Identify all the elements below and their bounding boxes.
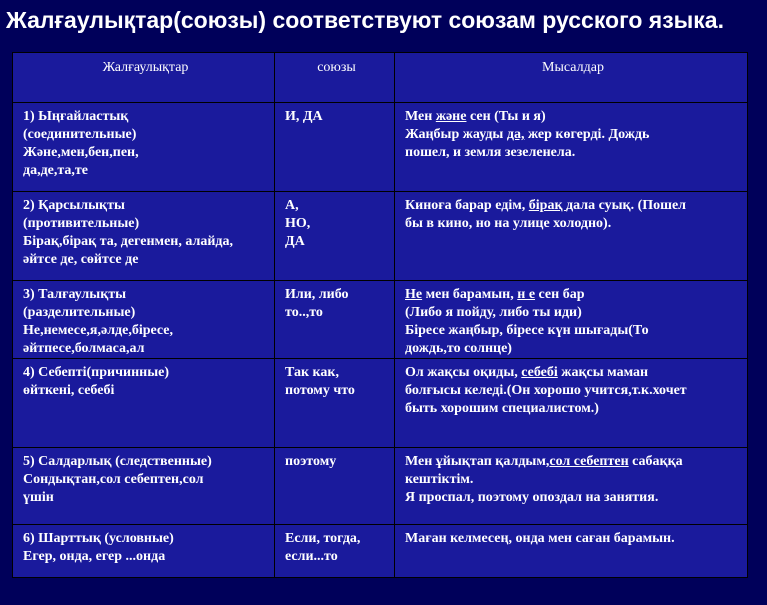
cell-example	[395, 192, 748, 281]
example-line	[405, 400, 741, 418]
page-title: Жалғаулықтар(союзы) соответствуют союзам русского языка.	[6, 7, 724, 33]
example-text: дала суық. (Пошел	[566, 198, 687, 213]
cell-russian-conjunction	[275, 192, 395, 281]
cell-line: Бірақ,бірақ та, дегенмен, алайда,	[23, 234, 233, 249]
table-body	[13, 103, 748, 578]
example-text: быть хорошим специалистом.)	[405, 401, 599, 416]
cell-line: әйтсе де, сөйтсе де	[23, 252, 139, 267]
example-text: пошел, и земля зезеленела.	[405, 145, 576, 160]
example-line	[405, 471, 741, 489]
example-text: мен барамын,	[422, 287, 518, 302]
example-text: Біресе жаңбыр, біресе күн шығады(То	[405, 323, 649, 338]
cell-conjunction-type	[13, 281, 275, 359]
cell-line: Сондықтан,сол себептен,сол	[23, 472, 204, 487]
underlined-conjunction: сол себептен	[549, 454, 629, 469]
example-line	[405, 126, 741, 144]
example-text: жер көгерді. Дождь	[524, 127, 650, 142]
example-text: Мен ұйықтап қалдым,	[405, 454, 550, 469]
example-text: Мен	[405, 109, 436, 124]
cell-line: өйткені, себебі	[23, 383, 115, 398]
cell-line: Если, тогда,	[285, 531, 361, 546]
cell-conjunction-type	[13, 448, 275, 525]
underlined-conjunction: Не	[405, 287, 423, 302]
table-row	[13, 281, 748, 359]
example-line	[405, 215, 741, 233]
cell-russian-conjunction	[275, 448, 395, 525]
cell-example	[395, 448, 748, 525]
cell-line: әйтпесе,болмаса,ал	[23, 341, 145, 356]
conjunctions-table	[12, 52, 748, 578]
cell-example	[395, 359, 748, 448]
cell-russian-conjunction	[275, 281, 395, 359]
header-type: Жалғаулықтар	[13, 53, 275, 103]
example-line	[405, 382, 741, 400]
example-line	[405, 304, 741, 322]
cell-line: Және,мен,бен,пен,	[23, 145, 139, 160]
cell-line: 6) Шарттық (условные)	[23, 531, 174, 546]
cell-line: да,де,та,те	[23, 163, 89, 178]
example-line	[405, 364, 741, 382]
cell-line: Не,немесе,я,әлде,біресе,	[23, 323, 174, 338]
example-line	[405, 340, 741, 358]
cell-line: 4) Себепті(причинные)	[23, 365, 170, 380]
cell-russian-conjunction	[275, 525, 395, 578]
cell-example	[395, 525, 748, 578]
example-line	[405, 489, 741, 507]
example-line	[405, 144, 741, 162]
cell-line: 2) Қарсылықты	[23, 198, 125, 213]
cell-line: (соединительные)	[23, 127, 137, 142]
example-text: сен (Ты и я)	[466, 109, 546, 124]
table-row	[13, 525, 748, 578]
table-row	[13, 192, 748, 281]
cell-line: потому что	[285, 383, 355, 398]
example-text: болғысы келеді.(Он хорошо учится,т.к.хочет	[405, 383, 687, 398]
cell-conjunction-type	[13, 525, 275, 578]
cell-line: НО,	[285, 216, 311, 231]
cell-line: 5) Салдарлық (следственные)	[23, 454, 212, 469]
example-text: жақсы маман	[557, 365, 649, 380]
table-row	[13, 103, 748, 192]
example-text: бы в кино, но на улице холодно).	[405, 216, 612, 231]
cell-line: (разделительные)	[23, 305, 136, 320]
cell-line: А,	[285, 198, 299, 213]
cell-conjunction-type	[13, 192, 275, 281]
table-row	[13, 448, 748, 525]
example-text: Киноға барар едім,	[405, 198, 529, 213]
cell-line: 3) Талғаулықты	[23, 287, 127, 302]
header-conjunctions: союзы	[275, 53, 395, 103]
example-text: дождь,то солнце)	[405, 341, 512, 356]
example-text: сабаққа	[628, 454, 683, 469]
cell-example	[395, 281, 748, 359]
cell-line: үшін	[23, 490, 54, 505]
cell-line: Так как,	[285, 365, 339, 380]
cell-russian-conjunction	[275, 359, 395, 448]
cell-line: 1) Ыңғайластық	[23, 109, 129, 124]
example-text: Я проспал, поэтому опоздал на занятия.	[405, 490, 659, 505]
example-line	[405, 530, 741, 548]
cell-conjunction-type	[13, 359, 275, 448]
table-row	[13, 359, 748, 448]
example-text: Ол жақсы оқиды,	[405, 365, 522, 380]
example-text: Маған келмесең, онда мен саған барамын.	[405, 531, 675, 546]
cell-conjunction-type	[13, 103, 275, 192]
example-text: (Либо я пойду, либо ты иди)	[405, 305, 582, 320]
example-text: кештіктім.	[405, 472, 474, 487]
header-examples: Мысалдар	[395, 53, 748, 103]
underlined-conjunction: да,	[506, 127, 525, 142]
cell-example	[395, 103, 748, 192]
cell-line: И, ДА	[285, 109, 323, 124]
example-line	[405, 108, 741, 126]
example-line	[405, 197, 741, 215]
example-line	[405, 453, 741, 471]
cell-line: если...то	[285, 549, 338, 564]
cell-line: Егер, онда, егер ...онда	[23, 549, 166, 564]
cell-line: поэтому	[285, 454, 337, 469]
underlined-conjunction: және	[435, 109, 467, 124]
example-text: Жаңбыр жауды	[405, 127, 507, 142]
example-line	[405, 286, 741, 304]
underlined-conjunction: себебі	[521, 365, 558, 380]
table-header-row	[13, 53, 748, 103]
underlined-conjunction: н е	[517, 287, 536, 302]
underlined-conjunction: бірақ	[528, 198, 567, 213]
example-text: сен бар	[535, 287, 585, 302]
cell-line: то..,то	[285, 305, 323, 320]
cell-line: Или, либо	[285, 287, 349, 302]
cell-line: (противительные)	[23, 216, 140, 231]
cell-line: ДА	[285, 234, 305, 249]
example-line	[405, 322, 741, 340]
cell-russian-conjunction	[275, 103, 395, 192]
